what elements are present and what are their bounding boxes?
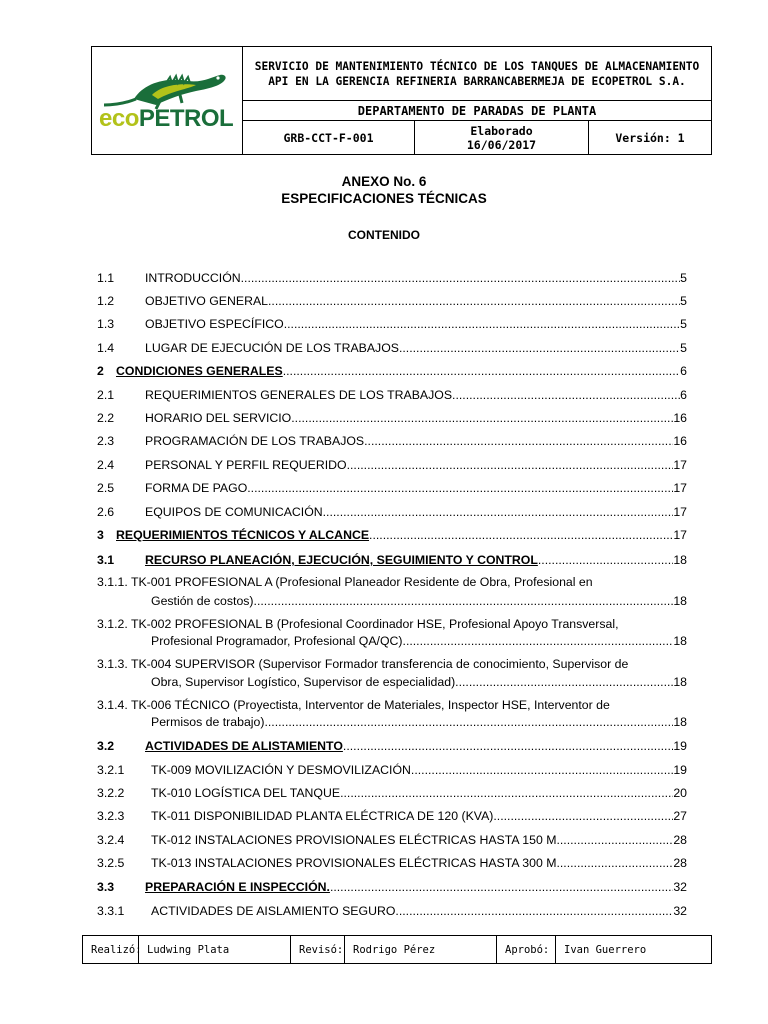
toc-entry[interactable] [97, 433, 687, 449]
toc-page: 18 [673, 715, 687, 729]
toc-number: 3.2.5 [97, 856, 125, 870]
spec-title: ESPECIFICACIONES TÉCNICAS [281, 191, 487, 206]
toc-entry[interactable] [97, 480, 687, 496]
approved-by-label: Aprobó: [497, 936, 556, 963]
toc-label: TK-013 INSTALACIONES PROVISIONALES ELÉCTRICAS HASTA 300 M [151, 856, 557, 870]
toc-page: 5 [680, 271, 687, 285]
document-code: GRB-CCT-F-001 [243, 121, 415, 154]
toc-label: TK-012 INSTALACIONES PROVISIONALES ELÉCTRICAS HASTA 150 M [151, 833, 557, 847]
toc-label-line2: Profesional Programador, Profesional QA/QC). [151, 634, 406, 648]
toc-entry-second-line[interactable] [97, 593, 687, 609]
toc-number: 3.2.3 [97, 809, 125, 823]
toc-entry[interactable] [97, 270, 687, 286]
toc-page: 32 [673, 880, 687, 894]
toc-label: HORARIO DEL SERVICIO [145, 411, 292, 425]
toc-page: 17 [673, 458, 687, 472]
toc-entry-second-line[interactable] [97, 633, 687, 649]
toc-entry[interactable] [97, 832, 687, 848]
toc-number: 2.3 [97, 434, 115, 448]
reviewed-by-name: Rodrigo Pérez [345, 936, 497, 963]
toc-label: PERSONAL Y PERFIL REQUERIDO [145, 458, 347, 472]
toc-label-line1: 3.1.2. TK-002 PROFESIONAL B (Profesional Coordinador HSE, Profesional Apoyo Transversal, [97, 617, 619, 631]
logo-text-petrol: PETROL [138, 105, 234, 132]
toc-label: ACTIVIDADES DE AISLAMIENTO SEGURO [151, 904, 396, 918]
toc-entry-second-line[interactable] [97, 674, 687, 690]
toc-entry-subsection[interactable] [97, 879, 687, 895]
toc-label: REQUERIMIENTOS TÉCNICOS Y ALCANCE [116, 528, 370, 542]
toc-number: 3.2.2 [97, 786, 125, 800]
toc-number: 3.3.1 [97, 904, 125, 918]
toc-page: 16 [673, 411, 687, 425]
toc-page: 6 [680, 388, 687, 402]
toc-label-line2: Obra, Supervisor Logístico, Supervisor de especialidad). [151, 675, 459, 689]
toc-entry-first-line[interactable] [97, 574, 687, 590]
toc-page: 18 [673, 675, 687, 689]
toc-page: 20 [673, 786, 687, 800]
toc-entry[interactable] [97, 340, 687, 356]
toc-number: 2 [97, 364, 104, 378]
made-by-name: Ludwing Plata [139, 936, 291, 963]
toc-entry[interactable] [97, 903, 687, 919]
toc-label: INTRODUCCIÓN [145, 271, 241, 285]
toc-page: 6 [680, 364, 687, 378]
toc-page: 17 [673, 481, 687, 495]
toc-entry-second-line[interactable] [97, 714, 687, 730]
toc-number: 3.2.4 [97, 833, 125, 847]
toc-label: REQUERIMIENTOS GENERALES DE LOS TRABAJOS [145, 388, 453, 402]
toc-entry-subsection[interactable] [97, 552, 687, 568]
reviewed-by-label: Revisó: [291, 936, 345, 963]
toc-entry-first-line[interactable] [97, 656, 687, 672]
toc-page: 18 [673, 594, 687, 608]
service-title: SERVICIO DE MANTENIMIENTO TÉCNICO DE LOS TANQUES DE ALMACENAMIENTO API EN LA GERENCIA REFINERIA BARRANCABERMEJA DE ECOPETROL S.A. [243, 47, 711, 101]
toc-entry[interactable] [97, 387, 687, 403]
toc-label: TK-011 DISPONIBILIDAD PLANTA ELÉCTRICA DE 120 (KVA) [151, 809, 494, 823]
made-by-label: Realizó: [83, 936, 139, 963]
toc-label: OBJETIVO GENERAL [145, 294, 268, 308]
toc-number: 1.2 [97, 294, 115, 308]
toc-page: 19 [673, 763, 687, 777]
toc-label: PROGRAMACIÓN DE LOS TRABAJOS [145, 434, 365, 448]
annex-title: ANEXO No. 6 [341, 174, 427, 189]
toc-number: 3.3 [97, 880, 115, 894]
toc-number: 2.6 [97, 505, 115, 519]
iguana-logo-icon [96, 69, 238, 109]
toc-number: 2.5 [97, 481, 115, 495]
toc-label: PREPARACIÓN E INSPECCIÓN. [145, 880, 330, 894]
elaborated-date: 16/06/2017 [466, 137, 537, 152]
toc-entry-first-line[interactable] [97, 697, 687, 713]
toc-page: 32 [673, 904, 687, 918]
toc-entry[interactable] [97, 808, 687, 824]
elaborated-label: Elaborado [470, 123, 533, 138]
toc-entry[interactable] [97, 504, 687, 520]
toc-number: 1.4 [97, 341, 115, 355]
toc-label: ACTIVIDADES DE ALISTAMIENTO [145, 739, 343, 753]
document-version: Versión: 1 [615, 130, 685, 145]
toc-entry-subsection[interactable] [97, 738, 687, 754]
ecopetrol-logo-text [99, 105, 233, 133]
toc-number: 2.1 [97, 388, 115, 402]
toc-entry-first-line[interactable] [97, 616, 687, 632]
toc-entry[interactable] [97, 410, 687, 426]
toc-page: 19 [673, 739, 687, 753]
toc-label-line2: Gestión de costos). [151, 594, 257, 608]
toc-label: LUGAR DE EJECUCIÓN DE LOS TRABAJOS [145, 341, 399, 355]
approval-footer [82, 935, 712, 964]
toc-entry[interactable] [97, 855, 687, 871]
toc-entry[interactable] [97, 293, 687, 309]
toc-number: 1.1 [97, 271, 115, 285]
toc-number: 3 [97, 528, 104, 542]
toc-label-line1: 3.1.1. TK-001 PROFESIONAL A (Profesional Planeador Residente de Obra, Profesional en [97, 575, 593, 589]
toc-number: 3.2 [97, 739, 115, 753]
toc-entry-section[interactable] [97, 527, 687, 543]
toc-label-line1: 3.1.4. TK-006 TÉCNICO (Proyectista, Interventor de Materiales, Inspector HSE, Interventor de [97, 698, 610, 712]
toc-page: 5 [680, 317, 687, 331]
toc-page: 16 [673, 434, 687, 448]
toc-number: 1.3 [97, 317, 115, 331]
toc-label: TK-009 MOVILIZACIÓN Y DESMOVILIZACIÓN [151, 763, 411, 777]
toc-page: 5 [680, 294, 687, 308]
toc-label: EQUIPOS DE COMUNICACIÓN [145, 505, 323, 519]
toc-label-line2: Permisos de trabajo). [151, 715, 268, 729]
toc-entry[interactable] [97, 316, 687, 332]
toc-entry-section[interactable] [97, 363, 687, 379]
toc-page: 17 [673, 528, 687, 542]
toc-label: OBJETIVO ESPECÍFICO [145, 317, 284, 331]
toc-entry[interactable] [97, 785, 687, 801]
toc-label: CONDICIONES GENERALES [116, 364, 283, 378]
document-header [91, 46, 712, 155]
toc-page: 5 [680, 341, 687, 355]
toc-page: 27 [673, 809, 687, 823]
logo-cell [92, 47, 243, 154]
toc-page: 28 [673, 833, 687, 847]
elaborated-date-cell [415, 121, 589, 154]
toc-label: FORMA DE PAGO [145, 481, 248, 495]
contents-heading: CONTENIDO [348, 228, 420, 242]
toc-number: 3.2.1 [97, 763, 125, 777]
toc-page: 18 [673, 634, 687, 648]
toc-label-line1: 3.1.3. TK-004 SUPERVISOR (Supervisor Formador transferencia de conocimiento, Supervisor de [97, 657, 629, 671]
toc-page: 28 [673, 856, 687, 870]
toc-entry[interactable] [97, 762, 687, 778]
toc-page: 17 [673, 505, 687, 519]
toc-label: TK-010 LOGÍSTICA DEL TANQUE [151, 786, 341, 800]
toc-number: 3.1 [97, 553, 115, 567]
toc-page: 18 [673, 553, 687, 567]
toc-entry[interactable] [97, 457, 687, 473]
toc-number: 2.2 [97, 411, 115, 425]
department-name: DEPARTAMENTO DE PARADAS DE PLANTA [243, 101, 711, 121]
approved-by-name: Ivan Guerrero [564, 943, 647, 956]
toc-number: 2.4 [97, 458, 115, 472]
toc-label: RECURSO PLANEACIÓN, EJECUCIÓN, SEGUIMIENTO Y CONTROL [145, 553, 538, 567]
logo-text-eco: eco [99, 105, 139, 132]
